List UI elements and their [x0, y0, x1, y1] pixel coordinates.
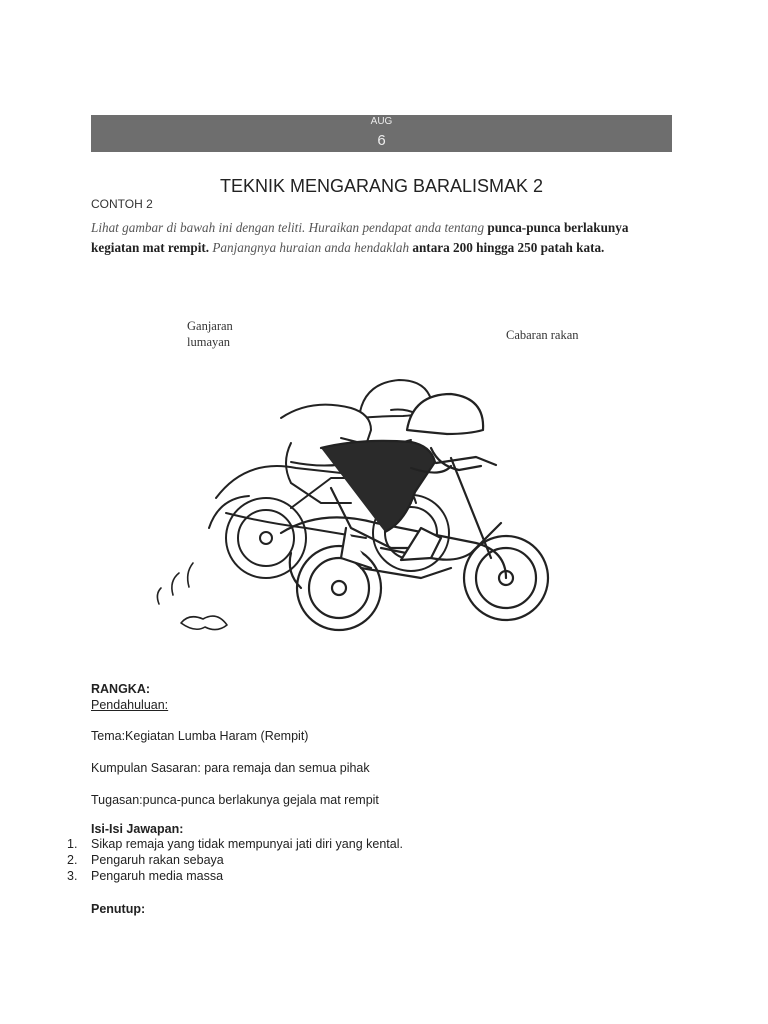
instruction-part-3: Panjangnya huraian anda hendaklah: [212, 240, 410, 255]
caption-peer-challenge: Cabaran rakan: [506, 328, 579, 342]
list-item-number: 2.: [67, 853, 78, 867]
answers-heading: Isi-Isi Jawapan:: [91, 822, 184, 836]
closing-heading: Penutup:: [91, 902, 146, 916]
question-instruction: [91, 218, 677, 258]
speed-lines: [157, 563, 227, 630]
list-item-text: Sikap remaja yang tidak mempunyai jati diri yang kental.: [91, 837, 403, 851]
exam-question-figure: [91, 218, 677, 658]
answer-points-list: [0, 836, 768, 884]
intro-heading: Pendahuluan:: [91, 698, 169, 712]
intro-target-group: Kumpulan Sasaran: para remaja dan semua pihak: [91, 761, 370, 775]
list-item: [0, 868, 768, 884]
instruction-part-2: punca-punca berlakunya kegiatan mat rempit.: [91, 220, 629, 255]
list-item-number: 1.: [67, 837, 78, 851]
example-label: CONTOH 2: [91, 197, 153, 211]
intro-task: Tugasan:punca-punca berlakunya gejala mat rempit: [91, 793, 379, 807]
post-date-month: AUG: [370, 116, 393, 127]
motorcycle-racers-icon: [91, 348, 677, 648]
list-item-text: Pengaruh media massa: [91, 869, 224, 883]
caption-reward: [187, 318, 233, 350]
instruction-part-4: antara 200 hingga 250 patah kata.: [412, 240, 605, 255]
intro-theme: Tema:Kegiatan Lumba Haram (Rempit): [91, 729, 309, 743]
post-title[interactable]: TEKNIK MENGARANG BARALISMAK 2: [219, 176, 544, 196]
post-date-badge: [91, 115, 672, 152]
caption-reward-line2: lumayan: [187, 335, 231, 349]
post-date-day: 6: [377, 132, 386, 149]
list-item: [0, 836, 768, 852]
list-item-text: Pengaruh rakan sebaya: [91, 853, 224, 867]
list-item-number: 3.: [67, 869, 78, 883]
list-item: [0, 852, 768, 868]
instruction-part-1: Lihat gambar di bawah ini dengan teliti. Huraikan pendapat anda tentang: [91, 220, 485, 235]
caption-reward-line1: Ganjaran: [187, 319, 233, 333]
outline-heading: RANGKA:: [91, 682, 151, 696]
